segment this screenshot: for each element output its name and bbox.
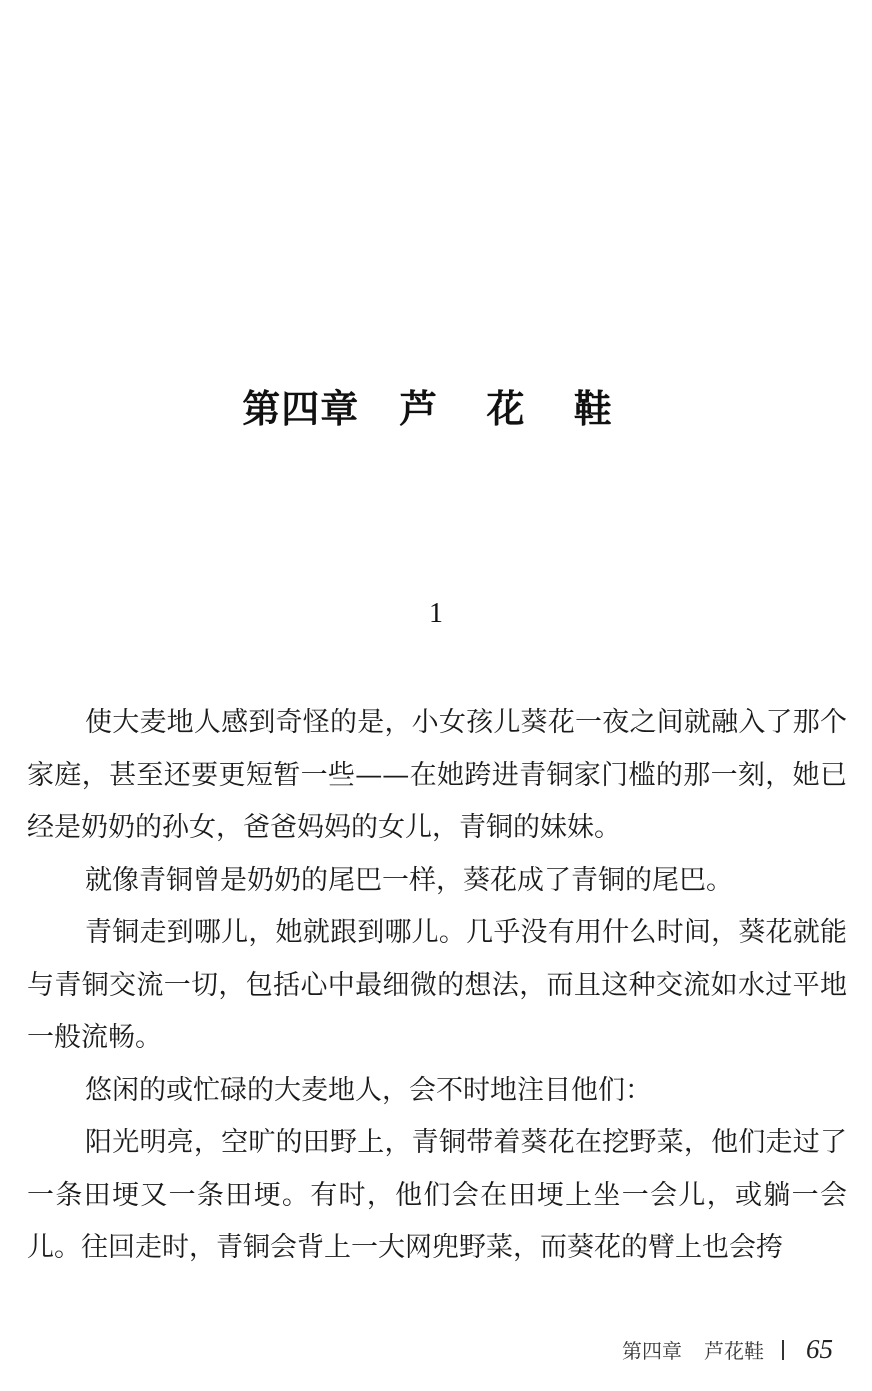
paragraph: 青铜走到哪儿，她就跟到哪儿。几乎没有用什么时间，葵花就能与青铜交流一切，包括心中最细微的想法，而且这种交流如水过平地一般流畅。 <box>27 917 847 1053</box>
paragraph: 悠闲的或忙碌的大麦地人，会不时地注目他们： <box>85 1074 652 1106</box>
chapter-number-label: 第四章 <box>242 387 360 431</box>
page-number: 65 <box>806 1334 833 1364</box>
chapter-title-text: 芦 花 鞋 <box>399 387 630 431</box>
footer-separator <box>782 1340 784 1360</box>
body-text <box>27 697 847 1275</box>
footer-chapter-label: 第四章 <box>622 1339 682 1363</box>
paragraph: 就像青铜曾是奶奶的尾巴一样，葵花成了青铜的尾巴。 <box>85 864 733 896</box>
footer-chapter-title: 芦花鞋 <box>704 1339 764 1363</box>
paragraph: 使大麦地人感到奇怪的是，小女孩儿葵花一夜之间就融入了那个家庭，甚至还要更短暂一些——在她跨进青铜家门槛的那一刻，她已经是奶奶的孙女，爸爸妈妈的女儿，青铜的妹妹。 <box>27 707 847 843</box>
running-footer <box>0 1333 833 1367</box>
section-number: 1 <box>429 598 443 629</box>
chapter-title <box>0 384 872 434</box>
paragraph: 阳光明亮，空旷的田野上，青铜带着葵花在挖野菜，他们走过了一条田埂又一条田埂。有时，他们会在田埂上坐一会儿，或躺一会儿。往回走时，青铜会背上一大网兜野菜，而葵花的臂上也会挎 <box>27 1127 847 1263</box>
